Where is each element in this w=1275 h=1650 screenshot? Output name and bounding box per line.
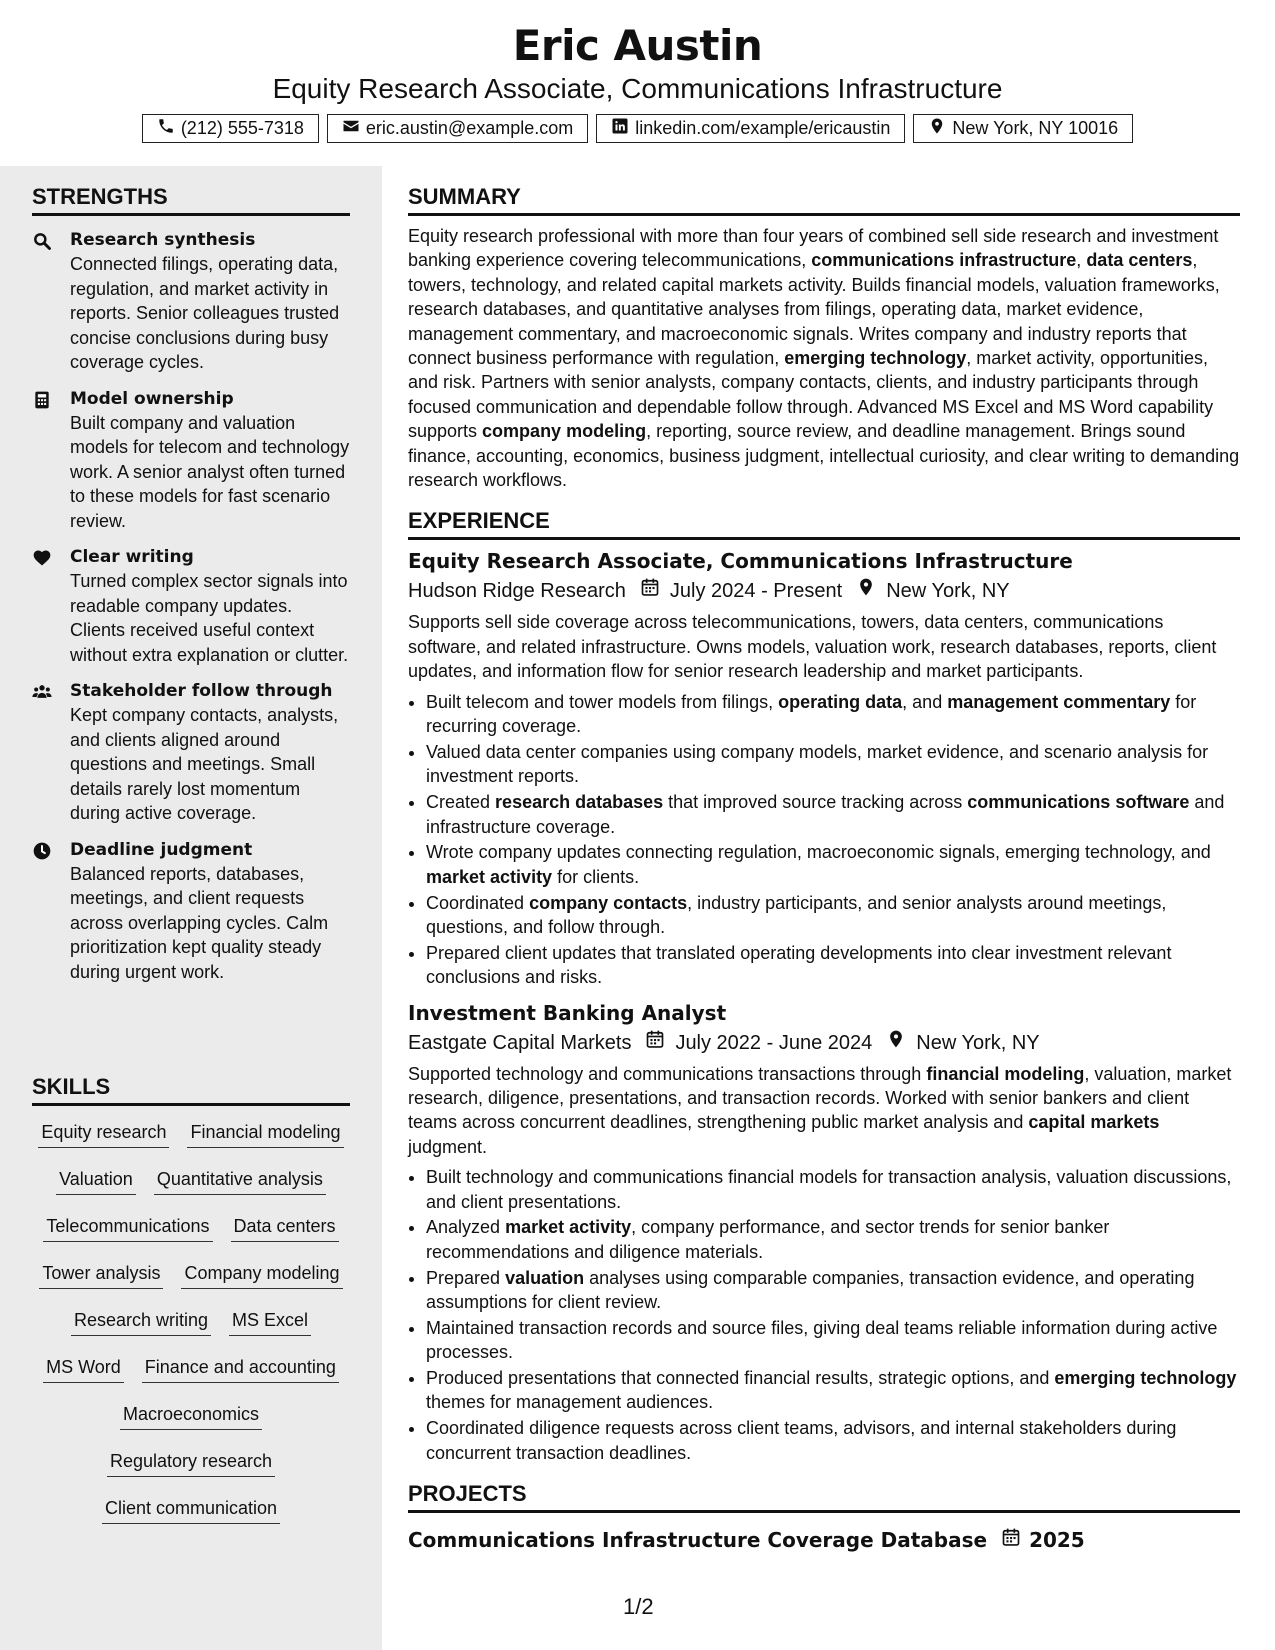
summary-heading: SUMMARY [408,184,1240,216]
text-run: Analyzed [426,1217,506,1238]
contact-location [913,114,1133,143]
strength-desc: Balanced reports, databases, meetings, and client requests across overlapping cycles. Calm prioritization kept quality steady during urgent work. [70,863,329,982]
job-entry [408,998,1240,1465]
text-run: Maintained transaction records and source files, giving deal teams reliable information during active processes. [426,1317,1218,1363]
job-entry [408,546,1240,989]
calculator-icon [32,387,70,534]
job-location: New York, NY [916,1031,1040,1054]
job-description [408,1062,1240,1160]
project-item [408,1525,1240,1555]
strength-title: Stakeholder follow through [70,681,333,701]
strength-desc: Turned complex sector signals into readable company updates. Clients received useful context without extra explanation or clutter. [70,571,349,665]
bullet-item [426,740,1240,789]
job-bullets [408,1165,1240,1465]
company-name: Eastgate Capital Markets [408,1031,632,1054]
contact-linkedin[interactable] [596,114,905,143]
skills-section [32,1074,350,1524]
bold-keyword: emerging technology [784,348,967,369]
project-date: 2025 [1029,1527,1085,1552]
skill-tag: Quantitative analysis [154,1167,326,1195]
contact-bar [0,114,1275,143]
bold-keyword: capital markets [1028,1112,1160,1133]
skill-tag: Financial modeling [187,1120,343,1148]
text-run: Prepared [426,1267,506,1288]
summary-text [408,224,1240,492]
bullet-item [426,941,1240,990]
bullet-item [426,891,1240,940]
bullet-item [426,1215,1240,1264]
skill-tag: Equity research [38,1120,169,1148]
candidate-title: Equity Research Associate, Communications Infrastructure [272,73,1003,104]
job-dates: July 2024 - Present [669,580,843,603]
text-run: Built telecom and tower models from filings, [426,691,779,712]
job-meta [408,1028,1240,1058]
bullet-item [426,1316,1240,1365]
bold-keyword: market activity [505,1217,632,1238]
skill-tag: Macroeconomics [120,1402,262,1430]
strength-desc: Connected filings, operating data, regulation, and market activity in reports. Senior colleagues trusted concise conclusions during busy coverage cycles. [70,254,340,372]
text-run: , [1076,250,1087,271]
text-run: and infrastructure coverage. [426,792,1225,837]
contact-phone[interactable] [142,114,319,143]
bold-keyword: emerging technology [1054,1367,1237,1388]
heart-icon [32,545,70,667]
job-bullets [408,690,1240,990]
skills-heading: SKILLS [32,1074,350,1106]
text-run: Produced presentations that connected financial results, strategic options, and [426,1367,1055,1388]
text-run: Coordinated [426,892,530,913]
strength-title: Research synthesis [70,230,256,250]
phone-text: (212) 555-7318 [180,118,304,138]
map-pin-icon [842,576,886,606]
resume-header [0,0,1275,166]
strength-item [32,545,350,667]
job-title: Equity Research Associate, Communications Infrastructure [408,549,1073,574]
skill-tag: Data centers [231,1214,339,1242]
text-run: Prepared client updates that translated operating developments into clear investment relevant conclusions and risks. [426,942,1172,988]
text-run: themes for management audiences. [426,1392,714,1413]
bullet-item [426,690,1240,739]
sidebar [0,166,382,1650]
text-run: Created [426,792,496,813]
search-icon [32,228,70,375]
text-run: , industry participants, and senior analysts around meetings, questions, and follow through. [426,892,1167,937]
skill-tag: Regulatory research [107,1449,275,1477]
page-number: 1/2 [623,1594,654,1619]
job-dates: July 2022 - June 2024 [675,1031,873,1054]
text-run: judgment. [408,1136,488,1157]
text-run: Built technology and communications financial models for transaction analysis, valuation discussions, and client presentations. [426,1167,1232,1212]
skill-tag: MS Word [43,1355,124,1383]
strength-title: Model ownership [70,388,234,409]
text-run: for recurring coverage. [426,691,1197,737]
text-run: , towers, technology, and related capital markets activity. Builds financial models, valuation frameworks, research databases, and quantitative analyses from filings, operating data, market evidence, management commentary, and macroeconomic signals. Writes company and industry reports that connect business performance with regulation, [408,250,1220,369]
experience-heading: EXPERIENCE [408,508,1240,540]
users-icon [32,679,70,826]
skill-tag: Telecommunications [43,1214,212,1242]
bullet-item [426,1266,1240,1315]
bullet-item [426,790,1240,839]
text-run: Valued data center companies using company models, market evidence, and scenario analysis for investment reports. [426,741,1209,787]
candidate-name: Eric Austin [512,21,763,70]
project-title: Communications Infrastructure Coverage Database [408,1527,988,1552]
bullet-item [426,1366,1240,1415]
bold-keyword: valuation [505,1267,585,1288]
skill-tag: MS Excel [229,1308,311,1336]
calendar-icon [987,1525,1029,1555]
strength-item [32,679,350,826]
bold-keyword: company contacts [529,892,688,913]
skill-tag: Valuation [56,1167,136,1195]
text-run: analyses using comparable companies, transaction evidence, and operating assumptions for client review. [426,1267,1195,1312]
strength-title: Deadline judgment [70,839,253,860]
experience-section [408,508,1240,1465]
company-name: Hudson Ridge Research [408,580,626,603]
bold-keyword: financial modeling [926,1063,1085,1084]
skill-tag: Finance and accounting [142,1355,339,1383]
text-run: , and [902,691,948,712]
map-pin-icon [928,117,946,140]
map-pin-icon [872,1028,916,1058]
text-run: Supports sell side coverage across telecommunications, towers, data centers, communications software, and related infrastructure. Owns models, valuation work, research databases, reports, client updates, and information flow for senior research leadership and market participants. [408,612,1217,682]
text-run: Supported technology and communications transactions through [408,1063,927,1084]
text-run: , market activity, opportunities, and risk. Partners with senior analysts, company contacts, clients, and industry participants through focused communication and dependable follow through. Advanced MS Excel and MS Word capability supports [408,348,1214,442]
location-text: New York, NY 10016 [952,118,1119,138]
bold-keyword: communications software [967,792,1190,813]
job-meta [408,576,1240,606]
strength-item [32,838,350,985]
linkedin-text: linkedin.com/example/ericaustin [635,118,891,138]
projects-section [408,1481,1240,1555]
bullet-item [426,1165,1240,1214]
bullet-item [426,1416,1240,1465]
email-text: eric.austin@example.com [365,118,574,138]
contact-email[interactable] [327,114,588,143]
strengths-heading: STRENGTHS [32,184,350,216]
summary-section [408,184,1240,492]
linkedin-icon [611,117,629,140]
strength-title: Clear writing [70,547,194,567]
text-run: Wrote company updates connecting regulation, macroeconomic signals, emerging technology, and [426,842,1211,863]
skills-list [32,1120,350,1524]
job-title: Investment Banking Analyst [408,1000,727,1025]
strengths-section [32,184,350,984]
projects-heading: PROJECTS [408,1481,1240,1513]
job-description [408,610,1240,683]
bold-keyword: communications infrastructure [811,250,1077,271]
strength-desc: Kept company contacts, analysts, and clients aligned around questions and meetings. Small details rarely lost momentum during active coverage. [70,705,339,823]
bullet-item [426,840,1240,889]
text-run: Equity research professional with more than four years of combined sell side research and investment banking experience covering telecommunications, [408,226,1219,271]
bold-keyword: market activity [426,866,553,887]
text-run: Coordinated diligence requests across client teams, advisors, and internal stakeholders during concurrent transaction deadlines. [426,1418,1177,1463]
text-run: for clients. [552,866,640,887]
text-run: , reporting, source review, and deadline management. Brings sound finance, accounting, economics, business judgment, intellectual curiosity, and clear writing to demanding research workflows. [408,421,1240,491]
strength-item [32,228,350,375]
bold-keyword: research databases [495,792,664,813]
strength-desc: Built company and valuation models for telecom and technology work. A senior analyst often turned to these models for fast scenario review. [70,412,350,531]
skill-tag: Company modeling [181,1261,342,1289]
text-run: , company performance, and sector trends for senior banker recommendations and diligence materials. [426,1217,1110,1262]
strength-item [32,387,350,534]
bold-keyword: management commentary [947,691,1171,712]
calendar-icon [626,576,670,606]
bold-keyword: operating data [778,691,903,712]
skill-tag: Tower analysis [39,1261,163,1289]
bold-keyword: company modeling [482,421,647,442]
clock-icon [32,838,70,985]
phone-icon [157,117,175,140]
skill-tag: Research writing [71,1308,211,1336]
text-run: that improved source tracking across [663,792,968,813]
text-run: , valuation, market research, diligence, presentations, and transaction records. Worked with senior bankers and client teams across concurrent deadlines, strengthening public market analysis and [408,1063,1232,1133]
job-location: New York, NY [886,580,1010,603]
calendar-icon [631,1028,675,1058]
main-column [408,166,1240,1555]
envelope-icon [342,117,360,140]
skill-tag: Client communication [102,1496,280,1524]
bold-keyword: data centers [1086,250,1193,271]
